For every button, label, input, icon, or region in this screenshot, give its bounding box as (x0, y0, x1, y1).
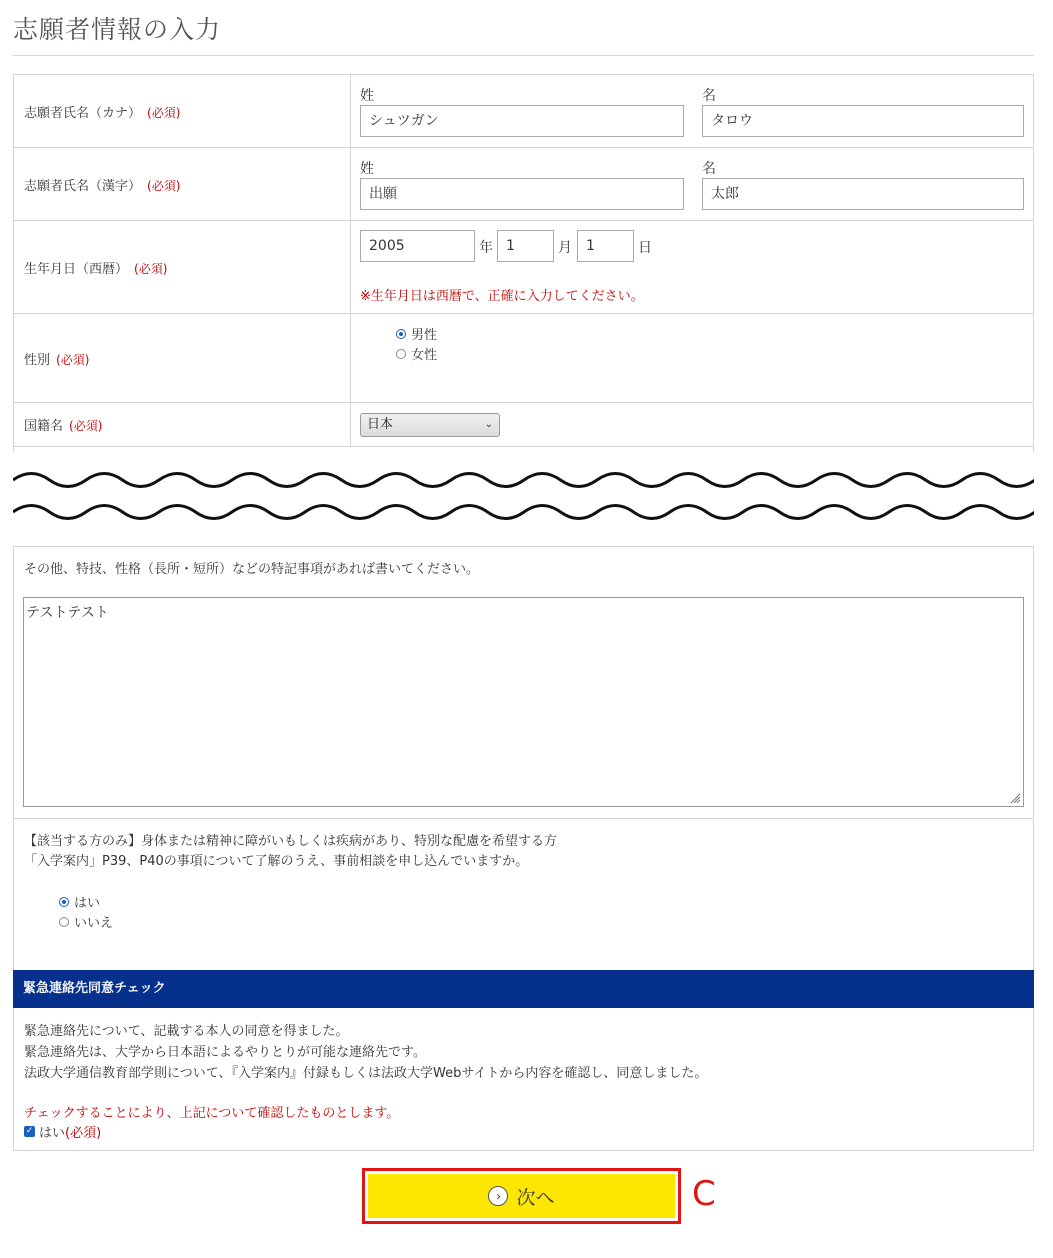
option-label: 女性 (411, 348, 438, 363)
birth-day-input[interactable]: 1 (577, 230, 634, 262)
page-title: 志願者情報の入力 (13, 15, 222, 44)
checkbox-checked-icon[interactable]: ✓ (25, 1126, 34, 1136)
row-label: 国籍名 (24, 419, 64, 434)
emergency-contact-header: 緊急連絡先同意チェック (13, 970, 1034, 1008)
lower-form-section (13, 546, 1034, 1151)
kanji-sei-input[interactable]: 出願 (360, 178, 684, 210)
consult-question-line1: 【該当する方のみ】身体または精神に障がいもしくは疾病があり、特別な配慮を希望する方 (24, 834, 558, 849)
notes-prompt: その他、特技、性格（長所・短所）などの特記事項があれば書いてください。 (24, 562, 480, 577)
emergency-line1: 緊急連絡先について、記載する本人の同意を得ました。 (24, 1024, 349, 1039)
emergency-line3: 法政大学通信教育部学則について、『入学案内』付録もしくは法政大学Webサイトから内容を確認し、同意しました。 (24, 1066, 708, 1081)
divider (14, 818, 1033, 819)
required-mark: (必須) (56, 352, 90, 367)
radio-selected-icon[interactable] (396, 329, 406, 339)
option-label: 男性 (411, 328, 438, 343)
sei-label: 姓 (360, 161, 374, 177)
checkbox-label: はい (39, 1126, 66, 1141)
chevron-down-icon: ⌄ (484, 419, 493, 430)
annotation-label: C (692, 1174, 716, 1214)
row-nationality (14, 403, 1034, 447)
emergency-line2: 緊急連絡先は、大学から日本語によるやりとりが可能な連絡先です。 (24, 1045, 426, 1060)
next-button-label: 次へ (516, 1187, 555, 1209)
required-mark: (必須) (147, 178, 181, 193)
radio-icon[interactable] (396, 349, 406, 359)
row-label: 志願者氏名（カナ） (24, 105, 142, 121)
row-birthday (14, 221, 1034, 314)
nationality-select[interactable] (360, 413, 500, 437)
omission-wave-divider (13, 452, 1034, 547)
consult-option-no[interactable] (59, 912, 113, 931)
consult-question-line2: 「入学案内」P39、P40の事項について了解のうえ、事前相談を申し込んでいますか。 (24, 854, 529, 869)
gender-option-female[interactable] (396, 344, 437, 363)
textarea-value: テストテスト (26, 605, 109, 621)
kana-mei-input[interactable]: タロウ (702, 105, 1024, 137)
month-unit: 月 (558, 240, 572, 256)
applicant-form-table (13, 74, 1034, 447)
emergency-consent-checkbox[interactable] (24, 1122, 101, 1141)
mei-label: 名 (702, 161, 716, 177)
row-gender (14, 314, 1034, 403)
row-label: 志願者氏名（漢字） (24, 178, 142, 194)
birthday-note: ※生年月日は西暦で、正確に入力してください。 (360, 289, 644, 304)
sei-label: 姓 (360, 88, 374, 104)
birth-year-input[interactable]: 2005 (360, 230, 475, 262)
next-button[interactable] (368, 1174, 675, 1218)
mei-label: 名 (702, 88, 716, 104)
kanji-mei-input[interactable]: 太郎 (702, 178, 1024, 210)
year-unit: 年 (479, 240, 493, 256)
row-name-kanji (14, 148, 1034, 221)
row-label: 性別 (24, 352, 51, 368)
gender-option-male[interactable] (396, 324, 437, 343)
radio-selected-icon[interactable] (59, 897, 69, 907)
required-mark: (必須) (147, 105, 181, 120)
option-label: いいえ (74, 916, 114, 931)
chevron-right-circle-icon: › (488, 1186, 508, 1206)
kana-sei-input[interactable]: シュツガン (360, 105, 684, 137)
birth-month-input[interactable]: 1 (497, 230, 554, 262)
divider (14, 546, 1033, 547)
row-name-kana (14, 75, 1034, 148)
required-mark: (必須) (69, 419, 103, 433)
title-divider (13, 55, 1034, 56)
select-value: 日本 (367, 417, 394, 432)
notes-textarea[interactable] (23, 597, 1024, 807)
resize-grip-icon[interactable] (1009, 792, 1021, 804)
emergency-warning: チェックすることにより、上記について確認したものとします。 (24, 1106, 400, 1121)
consult-option-yes[interactable] (59, 892, 100, 911)
required-mark: (必須) (134, 261, 168, 276)
row-label: 生年月日（西暦） (24, 261, 129, 277)
radio-icon[interactable] (59, 917, 69, 927)
day-unit: 日 (638, 240, 652, 256)
option-label: はい (74, 896, 101, 911)
required-mark: (必須) (65, 1126, 102, 1141)
